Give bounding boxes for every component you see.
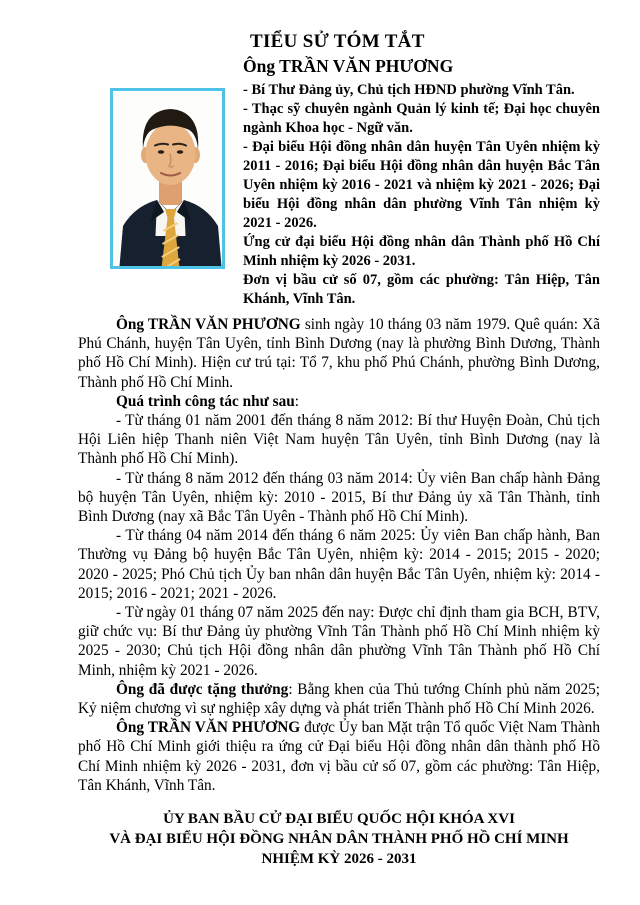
top-section <box>78 30 600 309</box>
nomination-paragraph <box>78 718 600 795</box>
nomination-candidate-name: Ông TRẦN VĂN PHƯƠNG <box>116 719 301 737</box>
photo-column <box>110 88 225 269</box>
footer-line: ỦY BAN BẦU CỬ ĐẠI BIỂU QUỐC HỘI KHÓA XVI <box>163 811 515 828</box>
summary-item-election-unit: Đơn vị bầu cử số 07, gồm các phường: Tân Hiệp, Tân Khánh, Vĩnh Tân. <box>243 272 600 307</box>
footer-line: NHIỆM KỲ 2026 - 2031 <box>261 851 417 868</box>
awards-paragraph <box>78 680 600 718</box>
career-heading-colon: : <box>294 392 300 410</box>
career-item-2025-present: - Từ ngày 01 tháng 07 năm 2025 đến nay: Được chỉ định tham gia BCH, BTV, giữ chức vụ: Bí thư Đảng ủy phường Vĩnh Tân Thành phố Hồ Chí Minh nhiệm kỳ 2025 - 2030; Chủ tịch Hội đồng nhân dân phường Vĩnh Tân Thành phố Hồ Chí Minh, nhiệm kỳ 2021 - 2026. <box>78 604 600 679</box>
career-item-2001-2012: - Từ tháng 01 năm 2001 đến tháng 8 năm 2012: Bí thư Huyện Đoàn, Chủ tịch Hội Liên hiệp Thanh niên Việt Nam huyện Tân Uyên, tỉnh Bình Dương (nay là Thành phố Hồ Chí Minh). <box>78 412 600 468</box>
summary-item-candidacy: Ứng cử đại biểu Hội đồng nhân dân Thành phố Hồ Chí Minh nhiệm kỳ 2026 - 2031. <box>243 234 600 269</box>
election-committee-footer <box>78 809 600 869</box>
summary-item-position: - Bí Thư Đảng ủy, Chủ tịch HĐND phường Vĩnh Tân. <box>243 82 575 98</box>
career-heading <box>78 392 600 411</box>
summary-item-education: - Thạc sỹ chuyên ngành Quản lý kinh tế; Đại học chuyên ngành Khoa học - Ngữ văn. <box>243 101 600 136</box>
summary-column <box>243 30 600 309</box>
biography-body <box>78 315 600 795</box>
career-item-2012-2014: - Từ tháng 8 năm 2012 đến tháng 03 năm 2014: Ủy viên Ban chấp hành Đảng bộ huyện Tân Uyên, nhiệm kỳ: 2010 - 2015, Bí thư Đảng ủy xã Tân Thành, tỉnh Bình Dương (nay xã Bắc Tân Uyên - Thành phố Hồ Chí Minh). <box>78 469 600 526</box>
summary-item-delegate-history: - Đại biểu Hội đồng nhân dân huyện Tân Uyên nhiệm kỳ 2011 - 2016; Đại biểu Hội đồng nhân dân huyện Bắc Tân Uyên nhiệm kỳ 2016 - 2021 và nhiệm kỳ 2021 - 2026; Đại biểu Hội đồng nhân dân phường Vĩnh Tân nhiệm kỳ 2021 - 2026. <box>243 139 600 231</box>
awards-label: Ông đã được tặng thưởng <box>116 680 289 698</box>
intro-text: sinh ngày 10 tháng 03 năm 1979. Quê quán: Xã Phú Chánh, huyện Tân Uyên, tỉnh Bình Dương (nay là phường Bình Dương, Thành phố Hồ Chí Minh). Hiện cư trú tại: Tổ 7, khu phố Phú Chánh, phường Bình Dương, Thành phố Hồ Chí Minh. <box>78 316 600 391</box>
candidate-name-heading: Ông TRẦN VĂN PHƯƠNG <box>243 56 454 76</box>
intro-candidate-name: Ông TRẦN VĂN PHƯƠNG <box>116 316 301 333</box>
candidate-photo <box>110 88 225 269</box>
intro-paragraph <box>78 315 600 392</box>
page-title: TIỂU SỬ TÓM TẮT <box>250 31 425 52</box>
nomination-text: được Ủy ban Mặt trận Tổ quốc Việt Nam Thành phố Hồ Chí Minh giới thiệu ra ứng cử Đại biểu Hội đồng nhân dân thành phố Hồ Chí Minh nhiệm kỳ 2026 - 2031, đơn vị bầu cử số 07, gồm các phường: Tân Hiệp, Tân Khánh, Vĩnh Tân. <box>78 719 600 794</box>
career-heading-label: Quá trình công tác như sau <box>116 392 295 410</box>
footer-line: VÀ ĐẠI BIỂU HỘI ĐỒNG NHÂN DÂN THÀNH PHỐ HỒ CHÍ MINH <box>109 831 569 848</box>
awards-text: : Bằng khen của Thủ tướng Chính phủ năm 2025; Kỷ niệm chương vì sự nghiệp xây dựng và phát triển Thành phố Hồ Chí Minh 2026. <box>78 680 601 718</box>
portrait-photo-illustration <box>113 91 225 269</box>
career-item-2014-2025: - Từ tháng 04 năm 2014 đến tháng 6 năm 2025: Ủy viên Ban chấp hành, Ban Thường vụ Đảng bộ huyện Bắc Tân Uyên, nhiệm kỳ: 2014 - 2015; 2015 - 2020; 2020 - 2025; Phó Chủ tịch Ủy ban nhân dân huyện Bắc Tân Uyên, nhiệm kỳ: 2014 - 2015; 2016 - 2021; 2021 - 2026. <box>78 527 600 602</box>
